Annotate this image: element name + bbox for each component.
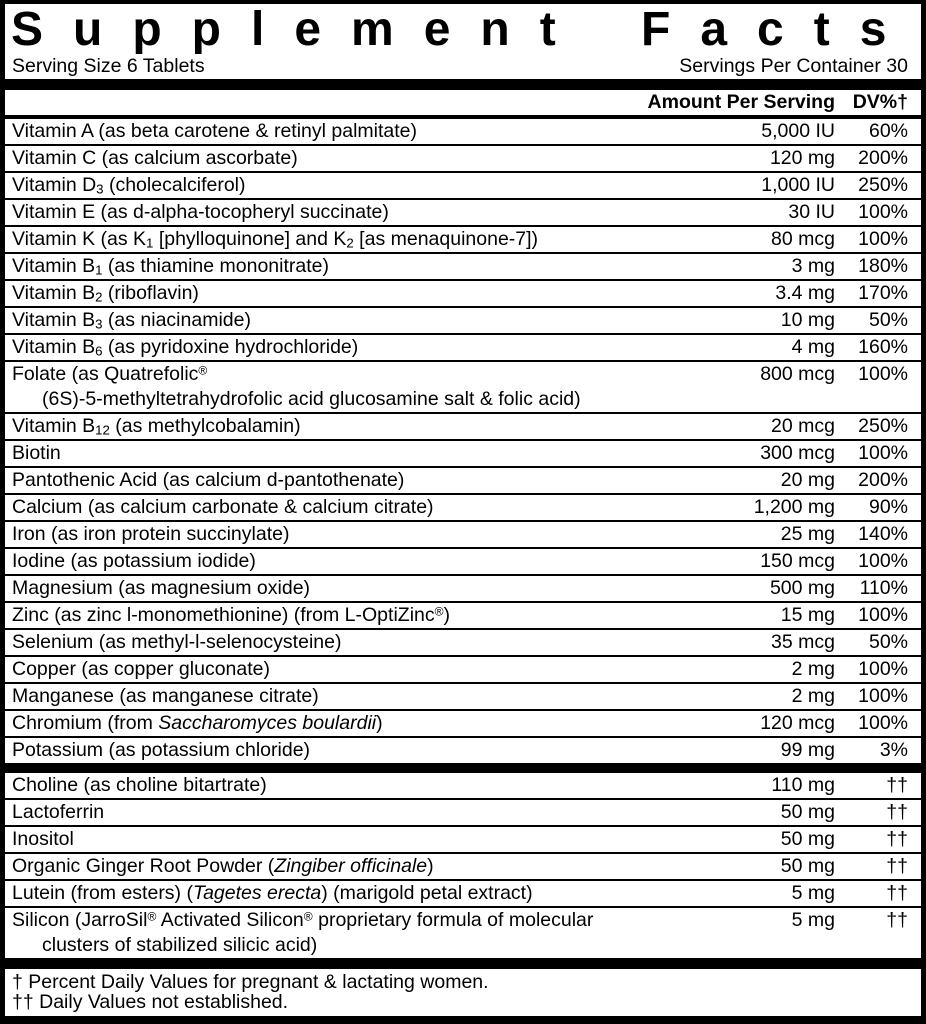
nutrient-row	[5, 414, 921, 441]
nutrient-row	[5, 800, 921, 827]
nutrient-amount: 50 mg	[780, 828, 835, 850]
nutrient-amount: 5 mg	[791, 909, 835, 931]
nutrient-dv: 250%	[858, 415, 908, 437]
footnote-daily-values: † Percent Daily Values for pregnant & lactating women.	[12, 971, 489, 993]
nutrient-dv: ††	[886, 828, 908, 850]
nutrient-dv: 50%	[868, 631, 908, 653]
nutrient-name: Vitamin $B_2$ (riboflavin)	[12, 282, 199, 305]
nutrient-dv: 100%	[858, 442, 908, 464]
nutrient-dv: 100%	[858, 201, 908, 223]
footnote-not-established: †† Daily Values not established.	[12, 991, 289, 1013]
other-ingredients-table	[5, 773, 921, 958]
nutrient-amount: 50 mg	[780, 855, 835, 877]
nutrient-amount: 5,000 IU	[761, 120, 835, 142]
nutrient-amount: 800 mcg	[760, 363, 835, 385]
nutrient-amount: 30 IU	[788, 201, 835, 223]
nutrient-dv: ††	[886, 774, 908, 796]
nutrient-dv: ††	[886, 882, 908, 904]
nutrient-name: Biotin	[12, 442, 61, 464]
nutrient-amount: 99 mg	[780, 739, 835, 761]
nutrient-dv: 250%	[858, 174, 908, 196]
nutrient-amount: 15 mg	[780, 604, 835, 626]
nutrient-dv: 3%	[879, 739, 908, 761]
nutrient-row	[5, 200, 921, 227]
nutrient-row	[5, 335, 921, 362]
serving-info	[5, 54, 921, 79]
nutrient-dv: 100%	[858, 685, 908, 707]
nutrient-amount: 500 mg	[769, 577, 835, 599]
nutrient-row	[5, 854, 921, 881]
serving-size: Serving Size 6 Tablets	[12, 55, 205, 77]
nutrient-amount: 150 mcg	[760, 550, 835, 572]
nutrient-row	[5, 522, 921, 549]
nutrient-dv: 160%	[858, 336, 908, 358]
footer-divider-bar	[5, 958, 921, 969]
nutrient-name: Iron (as iron protein succinylate)	[12, 523, 290, 545]
nutrient-name: Silicon (JarroSil® Activated Silicon® proprietary formula of molecular clusters of stabilized silicic acid)	[12, 909, 594, 956]
nutrient-name: Potassium (as potassium chloride)	[12, 739, 311, 761]
nutrient-name: Vitamin K (as $K_1$ [phylloquinone] and $K_2$ [as menaquinone-7])	[12, 228, 539, 251]
nutrient-name: Choline (as choline bitartrate)	[12, 774, 267, 796]
nutrient-row	[5, 495, 921, 522]
nutrient-row	[5, 227, 921, 254]
nutrient-name: Zinc (as zinc l-monomethionine) (from L-OptiZinc®)	[12, 604, 451, 626]
nutrient-dv: 50%	[868, 309, 908, 331]
nutrient-dv: 140%	[858, 523, 908, 545]
nutrient-amount: 4 mg	[791, 336, 835, 358]
nutrient-name: Vitamin $B_{12}$ (as methylcobalamin)	[12, 415, 301, 438]
nutrient-dv: 100%	[858, 604, 908, 626]
nutrient-row	[5, 827, 921, 854]
section-divider-bar	[5, 763, 921, 773]
nutrient-row	[5, 881, 921, 908]
nutrient-row	[5, 281, 921, 308]
nutrient-name: Lutein (from esters) (Tagetes erecta) (marigold petal extract)	[12, 882, 533, 904]
column-header	[5, 90, 921, 119]
nutrient-amount: 2 mg	[791, 658, 835, 680]
nutrient-name: Copper (as copper gluconate)	[12, 658, 270, 680]
nutrient-amount: 1,000 IU	[761, 174, 835, 196]
nutrient-row	[5, 173, 921, 200]
nutrient-dv: ††	[886, 909, 908, 931]
nutrient-row	[5, 468, 921, 495]
nutrient-row	[5, 146, 921, 173]
nutrient-row	[5, 684, 921, 711]
nutrient-amount: 50 mg	[780, 801, 835, 823]
nutrient-dv: 100%	[858, 228, 908, 250]
nutrient-name: Manganese (as manganese citrate)	[12, 685, 319, 707]
nutrient-dv: 170%	[858, 282, 908, 304]
nutrient-amount: 120 mcg	[760, 712, 835, 734]
nutrient-row	[5, 308, 921, 335]
nutrient-amount: 20 mcg	[771, 415, 835, 437]
header-divider-bar	[5, 79, 921, 90]
nutrient-dv: 100%	[858, 550, 908, 572]
dv-column-header: DV%†	[852, 91, 908, 113]
nutrient-row	[5, 657, 921, 684]
nutrient-row	[5, 773, 921, 800]
nutrient-name: Vitamin E (as d-alpha-tocopheryl succinate)	[12, 201, 389, 223]
nutrient-amount: 35 mcg	[771, 631, 835, 653]
nutrient-row	[5, 711, 921, 738]
nutrient-row	[5, 549, 921, 576]
nutrient-name: Selenium (as methyl-l-selenocysteine)	[12, 631, 342, 653]
footnotes	[5, 969, 921, 1012]
nutrient-amount: 3.4 mg	[775, 282, 835, 304]
nutrient-dv: 90%	[868, 496, 908, 518]
nutrient-row	[5, 908, 921, 958]
nutrient-name: Iodine (as potassium iodide)	[12, 550, 256, 572]
nutrient-amount: 5 mg	[791, 882, 835, 904]
nutrient-name: Organic Ginger Root Powder (Zingiber officinale)	[12, 855, 434, 877]
nutrient-name: Folate (as Quatrefolic® (6S)-5-methyltetrahydrofolic acid glucosamine salt & folic acid)	[12, 363, 581, 410]
nutrient-name: Vitamin $D_3$ (cholecalciferol)	[12, 174, 246, 197]
nutrient-name: Inositol	[12, 828, 74, 850]
nutrient-row	[5, 441, 921, 468]
nutrient-row	[5, 630, 921, 657]
nutrient-amount: 10 mg	[780, 309, 835, 331]
nutrient-dv: ††	[886, 855, 908, 877]
nutrient-row	[5, 254, 921, 281]
nutrient-name: Magnesium (as magnesium oxide)	[12, 577, 311, 599]
nutrient-name: Chromium (from Saccharomyces boulardii)	[12, 712, 383, 734]
nutrient-amount: 3 mg	[791, 255, 835, 277]
nutrient-amount: 120 mg	[769, 147, 835, 169]
amount-column-header: Amount Per Serving	[647, 91, 835, 113]
nutrient-name: Vitamin $B_1$ (as thiamine mononitrate)	[12, 255, 330, 278]
nutrient-dv: 100%	[858, 658, 908, 680]
nutrient-row	[5, 362, 921, 414]
servings-per-container: Servings Per Container 30	[679, 55, 908, 77]
nutrient-name: Pantothenic Acid (as calcium d-pantothenate)	[12, 469, 405, 491]
nutrient-name: Vitamin A (as beta carotene & retinyl palmitate)	[12, 120, 418, 142]
nutrient-row	[5, 119, 921, 146]
nutrient-dv: 100%	[858, 712, 908, 734]
nutrient-row	[5, 603, 921, 630]
nutrient-row	[5, 738, 921, 763]
nutrient-amount: 80 mcg	[771, 228, 835, 250]
nutrient-amount: 1,200 mg	[753, 496, 835, 518]
nutrient-name: Calcium (as calcium carbonate & calcium citrate)	[12, 496, 434, 518]
nutrient-name: Vitamin $B_6$ (as pyridoxine hydrochloride)	[12, 336, 359, 359]
nutrient-name: Lactoferrin	[12, 801, 105, 823]
nutrient-dv: 200%	[858, 147, 908, 169]
label-title: Supplement Facts	[11, 4, 917, 54]
nutrient-amount: 20 mg	[780, 469, 835, 491]
nutrient-amount: 2 mg	[791, 685, 835, 707]
nutrient-dv: 60%	[868, 120, 908, 142]
nutrient-dv: 110%	[859, 577, 908, 599]
nutrient-dv: 200%	[858, 469, 908, 491]
nutrient-amount: 110 mg	[771, 774, 835, 796]
nutrient-amount: 300 mcg	[760, 442, 835, 464]
nutrient-row	[5, 576, 921, 603]
nutrient-amount: 25 mg	[780, 523, 835, 545]
nutrient-name: Vitamin $B_3$ (as niacinamide)	[12, 309, 251, 332]
nutrient-dv: 100%	[858, 363, 908, 385]
nutrient-name: Vitamin C (as calcium ascorbate)	[12, 147, 298, 169]
nutrient-dv: ††	[886, 801, 908, 823]
nutrients-table	[5, 119, 921, 763]
nutrient-dv: 180%	[858, 255, 908, 277]
